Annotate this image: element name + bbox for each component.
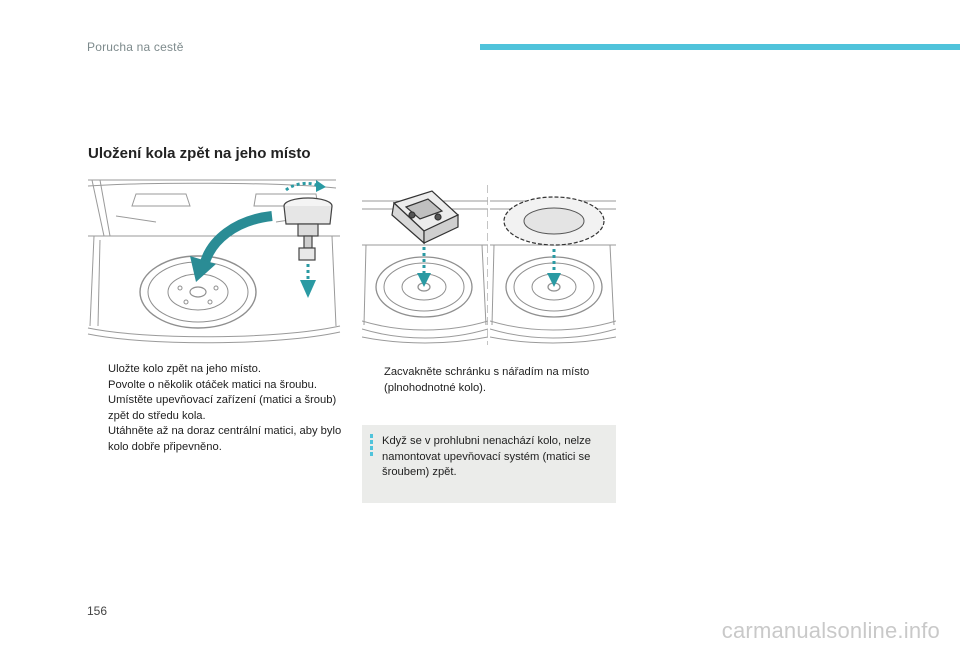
section-title: Uložení kola zpět na jeho místo — [88, 145, 311, 162]
instructions-list-left — [88, 362, 348, 455]
header-accent-bar — [480, 44, 960, 50]
list-item: Umístěte upevňovací zařízení (matici a šroub) zpět do středu kola. — [108, 394, 337, 422]
toolbox — [392, 191, 458, 243]
info-note — [362, 425, 616, 503]
info-marker-icon — [370, 434, 373, 456]
watermark: carmanualsonline.info — [721, 618, 940, 643]
info-note-text: Když se v prohlubni nenachází kolo, nelze namontovat upevňovací systém (matici se šroubem) zpět. — [382, 435, 591, 478]
list-item: Zacvakněte schránku s nářadím na místo (plnohodnotné kolo). — [384, 366, 590, 394]
instructions-list-right — [364, 365, 614, 396]
rotate-arrow-icon — [286, 183, 318, 190]
list-item: Povolte o několik otáček matici na šroubu. — [108, 378, 317, 391]
illustration-full-wheel-cover — [490, 185, 616, 345]
illustration-wheel-refit — [86, 176, 342, 346]
page-number: 156 — [87, 604, 108, 618]
fastening-bolt — [284, 198, 332, 260]
header-section-title: Porucha na cestě — [87, 40, 184, 54]
curved-arrow-icon — [190, 216, 272, 282]
list-item: Utáhněte až na doraz centrální matici, aby bylo kolo dobře připevněno. — [108, 425, 342, 453]
list-item: Uložte kolo zpět na jeho místo. — [108, 363, 261, 375]
illustration-toolbox-insert — [362, 185, 488, 345]
wheel-cover — [504, 197, 604, 245]
